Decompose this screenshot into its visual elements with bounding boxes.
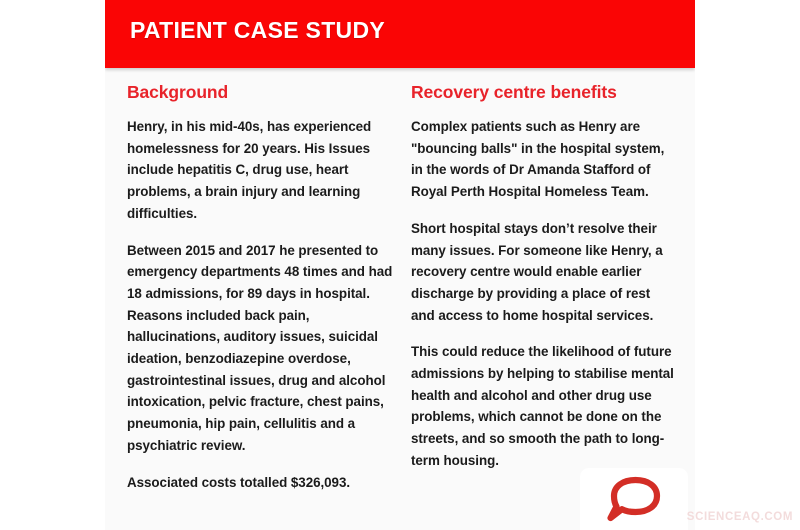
background-paragraph-2: Between 2015 and 2017 he presented to emergency departments 48 times and had 18 admissions, for 89 days in hospital. Reasons included back pain, hallucinations, auditory issues, suicidal ideation, benzodiazepine overdose, gastrointestinal issues, drug and alcohol intoxication, pelvic fracture, chest pains, pneumonia, hip pain, cellulitis and a psychiatric review. bbox=[127, 242, 393, 453]
speech-bubble-badge bbox=[580, 468, 688, 530]
background-paragraph-3: Associated costs totalled $326,093. bbox=[127, 474, 351, 490]
watermark: SCIENCEAQ.COM bbox=[686, 511, 793, 523]
recovery-paragraph-2: Short hospital stays don’t resolve their many issues. For someone like Henry, a recovery centre would enable earlier discharge by providing a place of rest and access to home hospital services. bbox=[411, 220, 663, 323]
header-banner bbox=[105, 0, 695, 68]
page-title: PATIENT CASE STUDY bbox=[130, 17, 386, 43]
recovery-benefits-column bbox=[411, 82, 677, 530]
background-heading: Background bbox=[127, 82, 229, 102]
speech-bubble-icon bbox=[605, 475, 663, 523]
recovery-benefits-heading: Recovery centre benefits bbox=[411, 82, 617, 102]
recovery-paragraph-3: This could reduce the likelihood of future admissions by helping to stabilise mental health and alcohol and other drug use problems, which cannot be done on the streets, and so smooth the path to long-term housing. bbox=[411, 344, 674, 468]
content-columns bbox=[105, 68, 695, 530]
background-column bbox=[127, 82, 411, 530]
background-paragraph-1: Henry, in his mid-40s, has experienced homelessness for 20 years. His Issues include hepatitis C, drug use, heart problems, a brain injury and learning difficulties. bbox=[127, 119, 372, 221]
infographic-card bbox=[105, 0, 695, 530]
recovery-paragraph-1: Complex patients such as Henry are "bouncing balls" in the hospital system, in the words of Dr Amanda Stafford of Royal Perth Hospital Homeless Team. bbox=[411, 119, 665, 200]
